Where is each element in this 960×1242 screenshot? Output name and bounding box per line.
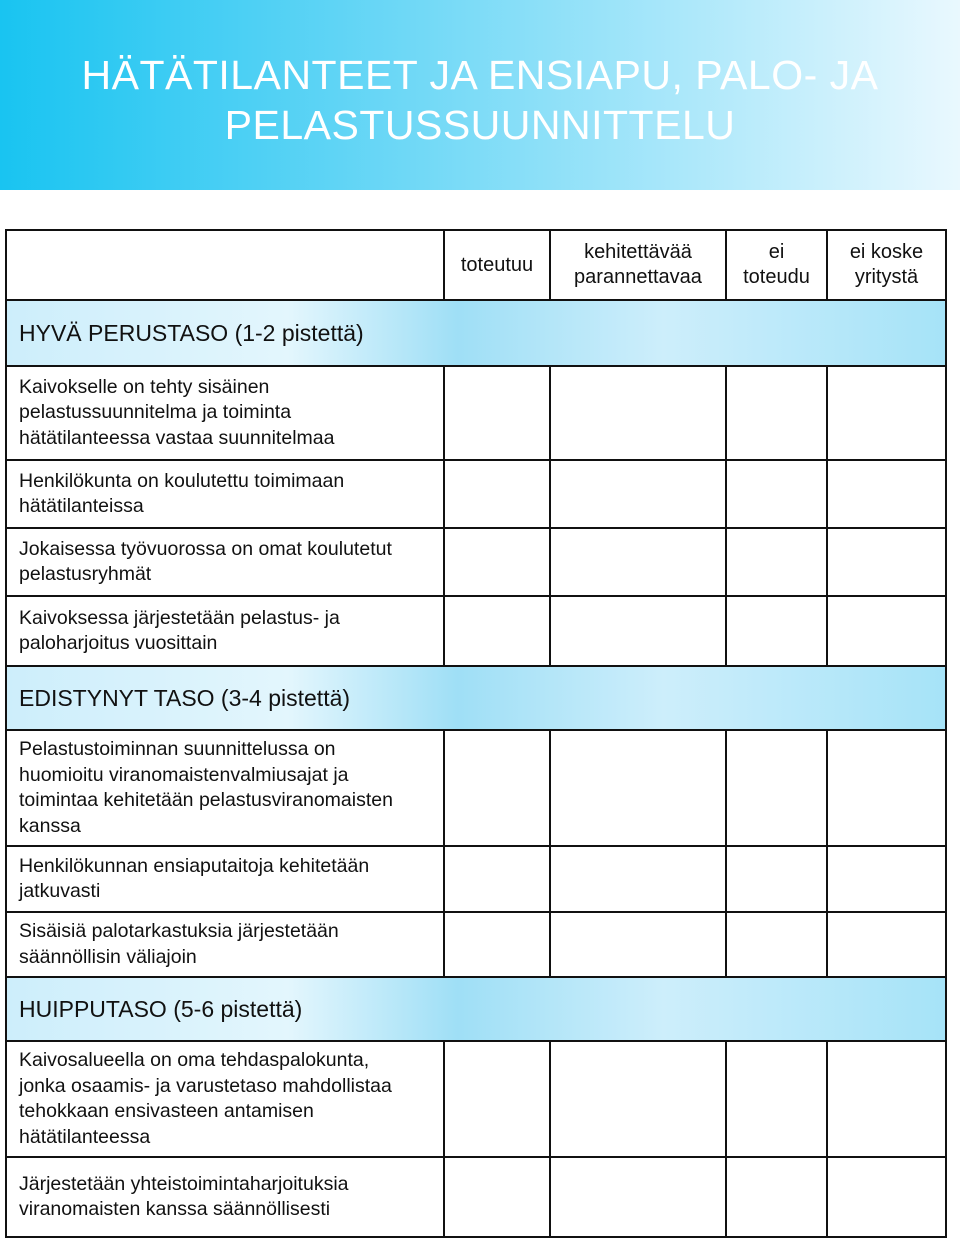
criteria-text-line: hätätilanteessa	[19, 1125, 151, 1148]
criteria-text-line: paloharjoitus vuosittain	[19, 632, 218, 654]
criteria-text	[6, 1157, 444, 1237]
column-header-line: ei koske	[849, 241, 924, 263]
column-header-line: toteutuu	[460, 253, 534, 276]
criteria-text-line: jonka osaamis- ja varustetaso mahdollistaa	[19, 1074, 392, 1097]
criteria-text-line: Järjestetään yhteistoimintaharjoituksia	[19, 1172, 349, 1195]
column-header-ei-toteudu	[726, 230, 827, 300]
criteria-text-line: huomioitu viranomaistenvalmiusajat ja	[19, 763, 349, 786]
rating-cell-ei-koske[interactable]	[827, 460, 946, 528]
criteria-text-line: Kaivoksessa järjestetään pelastus- ja	[19, 606, 340, 629]
criteria-row	[6, 846, 946, 912]
column-header-line: toteudu	[743, 266, 810, 288]
rating-cell-ei-toteudu[interactable]	[726, 1157, 827, 1237]
criteria-text	[6, 846, 444, 912]
section-header-row	[6, 977, 946, 1041]
criteria-text-line: hätätilanteissa	[19, 495, 144, 517]
page-title-line: HÄTÄTILANTEET JA ENSIAPU, PALO- JA	[81, 52, 879, 98]
rating-cell-ei-koske[interactable]	[827, 596, 946, 666]
rating-cell-ei-koske[interactable]	[827, 366, 946, 460]
header-corner	[6, 230, 444, 300]
criteria-row	[6, 366, 946, 460]
criteria-text-line: Henkilökunta on koulutettu toimimaan	[19, 469, 345, 492]
rating-cell-kehitettavaa[interactable]	[550, 366, 726, 460]
criteria-row	[6, 912, 946, 977]
rating-cell-kehitettavaa[interactable]	[550, 1157, 726, 1237]
rating-cell-kehitettavaa[interactable]	[550, 460, 726, 528]
rating-cell-toteutuu[interactable]	[444, 1041, 550, 1157]
column-header-line: ei	[768, 241, 785, 263]
title-banner	[0, 0, 960, 190]
column-header-kehitettavaa	[550, 230, 726, 300]
criteria-text	[6, 730, 444, 846]
column-header-row	[6, 230, 946, 300]
rating-cell-ei-toteudu[interactable]	[726, 730, 827, 846]
column-header-line: kehitettävää	[584, 241, 692, 263]
rating-cell-ei-koske[interactable]	[827, 912, 946, 977]
rating-cell-ei-toteudu[interactable]	[726, 912, 827, 977]
criteria-text-line: Pelastustoiminnan suunnittelussa on	[19, 738, 336, 760]
page-title-line: PELASTUSSUUNNITTELU	[224, 102, 736, 148]
criteria-text-line: Jokaisessa työvuorossa on omat koulutetut	[19, 537, 392, 560]
rating-cell-toteutuu[interactable]	[444, 846, 550, 912]
criteria-text-line: hätätilanteessa vastaa suunnitelmaa	[19, 426, 335, 449]
criteria-row	[6, 1041, 946, 1157]
assessment-table	[5, 229, 947, 1238]
criteria-text	[6, 596, 444, 666]
column-header-line: parannettavaa	[574, 266, 702, 288]
criteria-row	[6, 1157, 946, 1237]
rating-cell-ei-toteudu[interactable]	[726, 1041, 827, 1157]
column-header-toteutuu	[444, 230, 550, 300]
section-header-row	[6, 666, 946, 730]
criteria-text-line: Kaivokselle on tehty sisäinen	[19, 375, 270, 398]
criteria-text-line: pelastussuunnitelma ja toiminta	[19, 401, 292, 424]
section-title: HUIPPUTASO (5-6 pistettä)	[6, 977, 946, 1041]
rating-cell-toteutuu[interactable]	[444, 366, 550, 460]
criteria-row	[6, 596, 946, 666]
criteria-text-line: Kaivosalueella on oma tehdaspalokunta,	[19, 1049, 370, 1071]
rating-cell-ei-toteudu[interactable]	[726, 596, 827, 666]
rating-cell-kehitettavaa[interactable]	[550, 596, 726, 666]
rating-cell-ei-koske[interactable]	[827, 1041, 946, 1157]
rating-cell-ei-koske[interactable]	[827, 1157, 946, 1237]
criteria-text-line: toimintaa kehitetään pelastusviranomaisten	[19, 789, 393, 811]
section-title: EDISTYNYT TASO (3-4 pistettä)	[6, 666, 946, 730]
rating-cell-kehitettavaa[interactable]	[550, 730, 726, 846]
rating-cell-ei-toteudu[interactable]	[726, 460, 827, 528]
rating-cell-ei-koske[interactable]	[827, 528, 946, 596]
rating-cell-ei-toteudu[interactable]	[726, 846, 827, 912]
criteria-text	[6, 528, 444, 596]
rating-cell-ei-toteudu[interactable]	[726, 366, 827, 460]
rating-cell-kehitettavaa[interactable]	[550, 846, 726, 912]
rating-cell-kehitettavaa[interactable]	[550, 1041, 726, 1157]
page-title	[0, 50, 960, 150]
rating-cell-toteutuu[interactable]	[444, 912, 550, 977]
criteria-text-line: säännöllisin väliajoin	[19, 945, 197, 968]
rating-cell-ei-toteudu[interactable]	[726, 528, 827, 596]
criteria-text-line: Sisäisiä palotarkastuksia järjestetään	[19, 920, 339, 942]
rating-cell-kehitettavaa[interactable]	[550, 528, 726, 596]
criteria-text-line: kanssa	[19, 814, 81, 837]
section-title: HYVÄ PERUSTASO (1-2 pistettä)	[6, 300, 946, 366]
rating-cell-toteutuu[interactable]	[444, 1157, 550, 1237]
rating-cell-toteutuu[interactable]	[444, 528, 550, 596]
criteria-text	[6, 1041, 444, 1157]
rating-cell-toteutuu[interactable]	[444, 596, 550, 666]
column-header-ei-koske	[827, 230, 946, 300]
criteria-text	[6, 366, 444, 460]
criteria-text-line: Henkilökunnan ensiaputaitoja kehitetään	[19, 854, 370, 877]
criteria-row	[6, 460, 946, 528]
rating-cell-ei-koske[interactable]	[827, 730, 946, 846]
rating-cell-ei-koske[interactable]	[827, 846, 946, 912]
criteria-text	[6, 912, 444, 977]
criteria-row	[6, 528, 946, 596]
criteria-text-line: tehokkaan ensivasteen antamisen	[19, 1100, 314, 1122]
criteria-text-line: pelastusryhmät	[19, 563, 152, 585]
rating-cell-toteutuu[interactable]	[444, 730, 550, 846]
criteria-text	[6, 460, 444, 528]
section-header-row	[6, 300, 946, 366]
criteria-text-line: jatkuvasti	[19, 880, 101, 902]
rating-cell-kehitettavaa[interactable]	[550, 912, 726, 977]
column-header-line: yritystä	[854, 266, 919, 288]
criteria-row	[6, 730, 946, 846]
rating-cell-toteutuu[interactable]	[444, 460, 550, 528]
criteria-text-line: viranomaisten kanssa säännöllisesti	[19, 1198, 331, 1220]
